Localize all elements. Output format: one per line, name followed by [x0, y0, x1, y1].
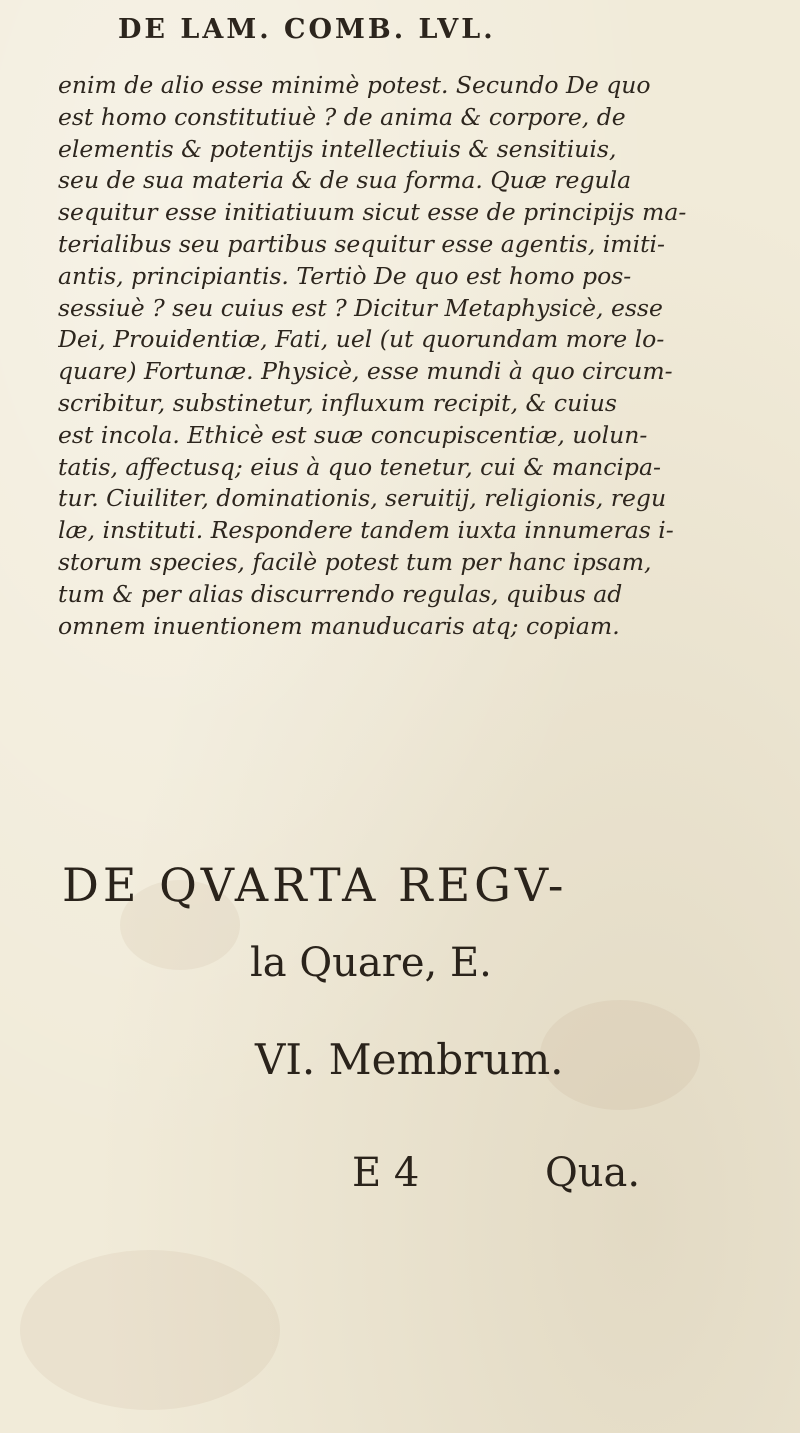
text-line: scribitur, substinetur, influxum recipit, & cuius [58, 388, 617, 417]
paper-stain [540, 1000, 700, 1110]
text-line: omnem inuentionem manuducaris atq; copiam. [58, 611, 620, 640]
running-head: DE LAM. COMB. LVL. [118, 14, 496, 45]
text-line: storum species, facilè potest tum per hanc ipsam, [58, 547, 652, 576]
text-line: est incola. Ethicè est suæ concupiscentiæ, uolun- [58, 420, 648, 449]
text-line: enim de alio esse minimè potest. Secundo De quo [58, 71, 651, 99]
text-line: quare) Fortunæ. Physicè, esse mundi à quo circum- [58, 357, 673, 386]
text-line: antis, principiantis. Tertiò De quo est homo pos- [58, 261, 632, 290]
section-heading: DE QVARTA REGV- [62, 858, 568, 912]
text-line: sequitur esse initiatiuum sicut esse de principijs ma- [58, 198, 687, 227]
paper-stain [20, 1250, 280, 1410]
text-line: tum & per alias discurrendo regulas, quibus ad [58, 579, 623, 608]
text-line: sessiuè ? seu cuius est ? Dicitur Metaphysicè, esse [58, 293, 663, 322]
signature-mark: E 4 [352, 1150, 420, 1196]
section-subheading: la Quare, E. [250, 940, 492, 986]
catchword: Qua. [545, 1150, 641, 1196]
text-line: terialibus seu partibus sequitur esse agentis, imiti- [58, 229, 665, 258]
text-line: tur. Ciuiliter, dominationis, seruitij, religionis, regu [58, 484, 667, 513]
text-line: læ, instituti. Respondere tandem iuxta innumeras i- [58, 516, 674, 545]
text-line: seu de sua materia & de sua forma. Quæ regula [58, 166, 632, 195]
body-paragraph [58, 70, 793, 642]
text-line: Dei, Prouidentiæ, Fati, uel (ut quorundam more lo- [58, 325, 665, 354]
text-line: est homo constitutiuè ? de anima & corpore, de [58, 102, 626, 131]
text-line: tatis, affectusq; eius à quo tenetur, cui & mancipa- [58, 452, 661, 481]
section-member-heading: VI. Membrum. [255, 1035, 564, 1084]
text-line: elementis & potentijs intellectiuis & sensitiuis, [58, 134, 617, 163]
